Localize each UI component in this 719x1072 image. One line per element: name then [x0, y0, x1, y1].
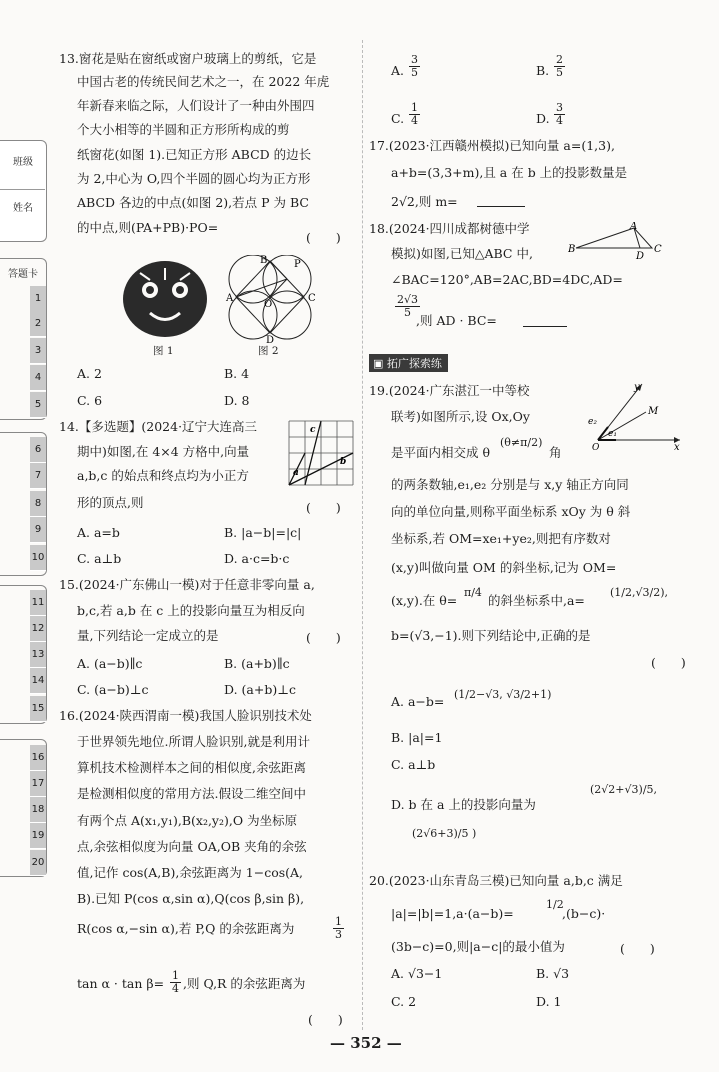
window-flower-figure [120, 258, 210, 340]
q15-option: C. (a−b)⊥c [77, 682, 149, 697]
svg-text:b: b [340, 457, 347, 467]
q19-option-a-value: (1/2−√3, √3/2+1) [454, 688, 552, 701]
q17-line: a+b=(3,3+m),且 a 在 b 上的投影数量是 [391, 165, 628, 180]
answer-card-number-13: 13 [30, 642, 46, 668]
answer-card-number-10: 10 [30, 545, 46, 571]
column-divider [362, 40, 363, 1030]
q19-line: (x,y)叫做向量 OM 的斜坐标,记为 OM= [391, 560, 617, 575]
q19-line: 的两条数轴,e₁,e₂ 分别是与 x,y 轴正方向同 [391, 477, 629, 492]
q13-answer-paren: ( ) [306, 230, 341, 245]
q14-line: 14.【多选题】(2024·辽宁大连高三 [59, 419, 258, 434]
q19-line: 19.(2024·广东湛江一中等校 [369, 383, 530, 398]
q16-frac-one-third [333, 916, 344, 941]
name-label: 姓名 [13, 203, 33, 214]
page-number-value: 352 [350, 1034, 382, 1052]
q20-line: |a|=|b|=1,a·(a−b)= [391, 906, 514, 921]
answer-card-label: 答题卡 [8, 269, 38, 280]
q19-line: 的斜坐标系中,a= [488, 593, 585, 608]
q16-option-fraction-num: 2 [556, 53, 563, 66]
svg-text:M: M [648, 406, 659, 417]
q19-vector-a-value: (1/2,√3/2), [610, 586, 668, 599]
figure-2-square-semicircles [222, 255, 322, 343]
q13-option: C. 6 [77, 393, 103, 408]
q15-option: D. (a+b)⊥c [224, 682, 296, 697]
svg-text:O: O [592, 443, 600, 450]
q16-option-fraction-num: 1 [411, 101, 418, 114]
class-label: 班级 [13, 157, 33, 168]
q16-frac-one-quarter-den: 4 [172, 982, 179, 995]
q17-answer-blank [477, 206, 525, 207]
q16-option-fraction [409, 102, 420, 127]
svg-text:A: A [226, 293, 234, 304]
q20-option: D. 1 [536, 994, 562, 1009]
q15-line: 量,下列结论一定成立的是 [77, 628, 219, 643]
q13-line: ABCD 各边的中点(如图 2),若点 P 为 BC [77, 195, 309, 210]
svg-text:B: B [568, 244, 576, 255]
q20-option: B. √3 [536, 966, 570, 981]
q19-line: 是平面内相交成 θ [391, 445, 490, 460]
q19-option-d: D. b 在 a 上的投影向量为 [391, 797, 536, 812]
q16-option-fraction-den: 5 [411, 66, 418, 79]
q13-line: 纸窗花(如图 1).已知正方形 ABCD 的边长 [77, 147, 312, 162]
q13-line: 13.窗花是贴在窗纸或窗户玻璃上的剪纸，它是 [59, 51, 317, 66]
svg-text:e₁: e₁ [608, 429, 617, 439]
answer-card-number-20: 20 [30, 850, 46, 876]
q13-line: 为 2,中心为 O,四个半圆的圆心均为正方形 [77, 171, 311, 186]
q16-line: B).已知 P(cos α,sin α),Q(cos β,sin β), [77, 891, 305, 906]
q19-option-d-value-2: (2√6+3)/5 ) [412, 827, 477, 840]
q19-line: (x,y).在 θ= [391, 593, 458, 608]
q16-frac-one-third-den: 3 [335, 928, 342, 941]
q15-line: 15.(2024·广东佛山一模)对于任意非零向量 a, [59, 577, 315, 592]
q14-line: 期中)如图,在 4×4 方格中,向量 [77, 444, 250, 459]
q14-option: D. a·c=b·c [224, 551, 290, 566]
q16-answer-paren: ( ) [308, 1012, 343, 1027]
page-number: — 352 — [330, 1034, 402, 1052]
q16-line: 16.(2024·陕西渭南一模)我国人脸识别技术处 [59, 708, 312, 723]
q19-line: 角 [549, 445, 562, 460]
section-title: 拓广探索练 [386, 357, 442, 370]
q17-line: 2√2,则 m= [391, 194, 458, 209]
q19-line: 坐标系,若 OM=xe₁+ye₂,则把有序数对 [391, 531, 611, 546]
q15-option: A. (a−b)∥c [77, 656, 143, 671]
q18-line: ,则 AD · BC= [416, 313, 497, 328]
svg-text:A: A [630, 222, 638, 232]
answer-card-number-8: 8 [30, 491, 46, 517]
q19-line: 联考)如图所示,设 Ox,Oy [391, 409, 530, 424]
answer-card-number-12: 12 [30, 616, 46, 642]
q14-line: 形的顶点,则 [77, 495, 144, 510]
answer-card-number-4: 4 [30, 365, 46, 391]
q16-line: 有两个点 A(x₁,y₁),B(x₂,y₂),O 为坐标原 [77, 813, 298, 828]
q19-oblique-axes-figure [584, 378, 684, 450]
svg-text:c: c [310, 425, 316, 435]
q16-line: R(cos α,−sin α),若 P,Q 的余弦距离为 [77, 921, 295, 936]
student-info-box [0, 140, 47, 242]
q14-option: A. a=b [77, 525, 120, 540]
svg-text:O: O [264, 299, 273, 310]
q16-frac-one-quarter-num: 1 [172, 969, 179, 982]
divider [0, 189, 45, 190]
svg-text:x: x [674, 442, 680, 450]
q16-line: 是检测相似度的常用方法.假设二维空间中 [77, 786, 306, 801]
q18-frac-ad-den: 5 [404, 306, 411, 319]
answer-card-number-11: 11 [30, 590, 46, 616]
q16-option-fraction-den: 4 [411, 114, 418, 127]
svg-text:B: B [260, 255, 268, 266]
answer-card-number-19: 19 [30, 823, 46, 849]
answer-card-number-3: 3 [30, 338, 46, 364]
answer-card-number-5: 5 [30, 392, 46, 418]
q16-option-fraction-num: 3 [411, 53, 418, 66]
svg-text:C: C [308, 293, 316, 304]
answer-card-number-17: 17 [30, 771, 46, 797]
q19-option-c: C. a⊥b [391, 757, 436, 772]
q13-line: 中国古老的传统民间艺术之一，在 2022 年虎 [77, 74, 330, 89]
q16-line: 算机技术检测样本之间的相似度,余弦距离 [77, 760, 306, 775]
q20-line: (3b−c)=0,则|a−c|的最小值为 [391, 939, 565, 954]
q16-option-fraction [409, 54, 420, 79]
q16-option-fraction [554, 54, 565, 79]
q18-frac-ad-num: 2√3 [397, 293, 419, 306]
q14-answer-paren: ( ) [306, 500, 341, 515]
q20-frac-half: 1/2 [546, 898, 564, 911]
q13-option: D. 8 [224, 393, 250, 408]
q18-answer-blank [523, 326, 567, 327]
q16-option-fraction-num: 3 [556, 101, 563, 114]
q19-line: b=(√3,−1).则下列结论中,正确的是 [391, 628, 591, 643]
q16-line: 值,记作 cos(A,B),余弦距离为 1−cos(A, [77, 865, 304, 880]
answer-card-number-6: 6 [30, 437, 46, 463]
q20-line: ,(b−c)· [562, 906, 606, 921]
q13-line: 的中点,则(PA+PB)·PO= [77, 220, 219, 235]
q16-option: C. [391, 111, 405, 126]
q16-line: 于世界领先地位.所谓人脸识别,就是利用计 [77, 734, 310, 749]
q18-line: 18.(2024·四川成都树德中学 [369, 221, 530, 236]
section-tag [369, 354, 448, 372]
q13-option: B. 4 [224, 366, 250, 381]
q16-option-fraction-den: 5 [556, 66, 563, 79]
answer-card-number-14: 14 [30, 668, 46, 694]
q18-triangle-figure [568, 222, 664, 262]
svg-text:P: P [294, 259, 301, 270]
q16-option: A. [391, 63, 405, 78]
q13-line: 个大小相等的半圆和正方形所构成的剪 [77, 122, 290, 137]
q15-line: b,c,若 a,b 在 c 上的投影向量互为相反向 [77, 603, 305, 618]
q16-line: 点,余弦相似度为向量 OA,OB 夹角的余弦 [77, 839, 307, 854]
q20-answer-paren: ( ) [620, 941, 655, 956]
q16-line: tan α · tan β= [77, 976, 165, 991]
q18-line: 模拟)如图,已知△ABC 中, [391, 246, 533, 261]
q16-option-fraction [554, 102, 565, 127]
q20-line: 20.(2023·山东青岛三模)已知向量 a,b,c 满足 [369, 873, 623, 888]
q19-option-d-value: (2√2+√3)/5, [590, 783, 658, 796]
q14-line: a,b,c 的始点和终点均为小正方 [77, 468, 249, 483]
q20-option: C. 2 [391, 994, 417, 1009]
q20-option: A. √3−1 [391, 966, 443, 981]
answer-card-number-15: 15 [30, 696, 46, 722]
q19-theta-condition: (θ≠π/2) [500, 436, 543, 449]
q19-answer-paren: ( ) [651, 655, 686, 670]
q16-frac-one-third-num: 1 [335, 915, 342, 928]
svg-text:C: C [654, 244, 662, 255]
q16-line: ,则 Q,R 的余弦距离为 [183, 976, 306, 991]
q19-line: 向的单位向量,则称平面坐标系 xOy 为 θ 斜 [391, 504, 631, 519]
q16-frac-one-quarter [170, 970, 181, 995]
svg-text:D: D [266, 335, 275, 343]
q15-option: B. (a+b)∥c [224, 656, 290, 671]
q13-option: A. 2 [77, 366, 102, 381]
q15-answer-paren: ( ) [306, 630, 341, 645]
q16-option: B. [536, 63, 550, 78]
svg-text:y: y [634, 382, 640, 393]
figure-1-caption: 图 1 [153, 345, 174, 357]
answer-card-number-18: 18 [30, 797, 46, 823]
q19-option-a: A. a−b= [391, 694, 445, 709]
answer-card-number-7: 7 [30, 463, 46, 489]
q14-option: B. |a−b|=|c| [224, 525, 302, 540]
answer-card-number-16: 16 [30, 745, 46, 771]
q13-line: 年新春来临之际，人们设计了一种由外围四 [77, 98, 315, 113]
figure-2-caption: 图 2 [258, 345, 279, 357]
q16-option: D. [536, 111, 550, 126]
q19-option-b: B. |a|=1 [391, 730, 443, 745]
section-icon: ▣ [373, 357, 387, 370]
answer-card-number-1: 1 [30, 286, 46, 312]
q17-line: 17.(2023·江西赣州模拟)已知向量 a=(1,3), [369, 138, 615, 153]
svg-text:D: D [636, 251, 645, 262]
q19-theta-value: π/4 [464, 586, 482, 599]
q14-grid-figure [288, 420, 354, 486]
answer-card-number-9: 9 [30, 517, 46, 543]
q18-line: ∠BAC=120°,AB=2AC,BD=4DC,AD= [391, 272, 623, 287]
svg-text:a: a [293, 468, 299, 478]
q14-option: C. a⊥b [77, 551, 122, 566]
answer-card-number-2: 2 [30, 311, 46, 337]
svg-text:e₂: e₂ [588, 417, 597, 427]
q16-option-fraction-den: 4 [556, 114, 563, 127]
